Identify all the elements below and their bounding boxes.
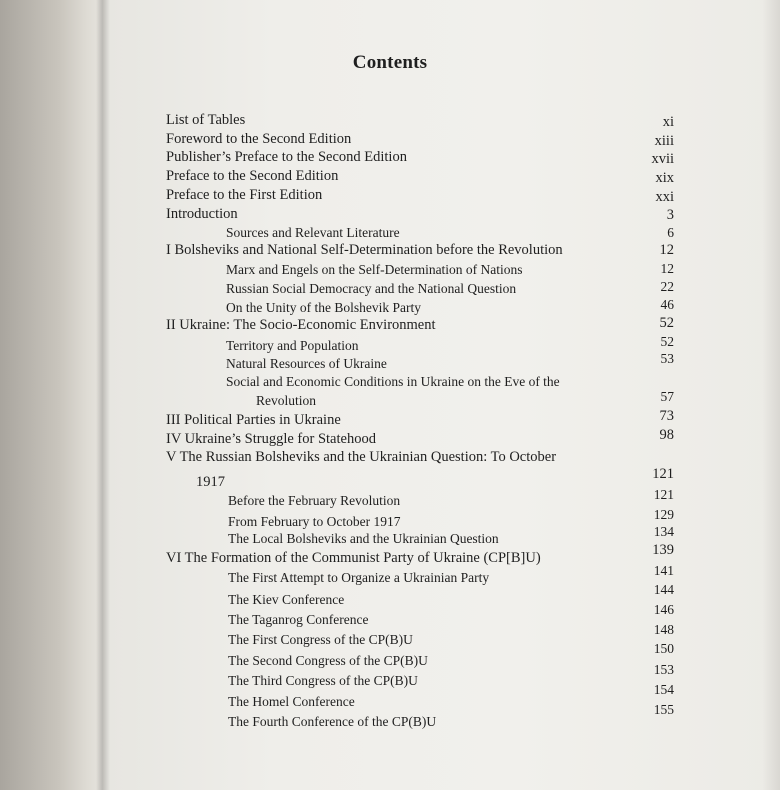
toc-entry-page: 144 <box>653 582 674 597</box>
toc-entry-label: List of Tables <box>166 112 246 128</box>
toc-entry-label: Foreword to the Second Edition <box>166 131 352 147</box>
toc-entry-page: 46 <box>660 297 674 312</box>
toc-entry-label: From February to October 1917 <box>228 514 401 529</box>
toc-entry-page: 52 <box>659 315 674 331</box>
toc-entry <box>166 449 556 466</box>
toc-entry-label: The First Congress of the CP(B)U <box>228 632 413 647</box>
toc-entry <box>166 112 674 130</box>
toc-entry-label: Before the February Revolution <box>228 493 401 508</box>
toc-entry-label: The First Attempt to Organize a Ukrainian Party <box>228 570 490 585</box>
toc-entry-page: 57 <box>660 389 674 404</box>
toc-entry-page: 141 <box>653 563 674 578</box>
toc-entry <box>256 389 674 409</box>
toc-entry <box>228 622 674 648</box>
toc-entry-label: Social and Economic Conditions in Ukraine on the Eve of the <box>226 374 560 389</box>
toc-entry-label: II Ukraine: The Socio-Economic Environment <box>166 317 436 333</box>
toc-entry-label: The Local Bolsheviks and the Ukrainian Question <box>228 531 499 546</box>
toc-entry <box>228 563 674 586</box>
toc-entry-label: On the Unity of the Bolshevik Party <box>226 300 421 315</box>
toc-entry-label: The Homel Conference <box>228 694 355 709</box>
toc-entry-page: xxi <box>655 189 674 205</box>
toc-entry <box>166 131 674 149</box>
toc-entry-page: 129 <box>653 507 674 522</box>
toc-entry <box>166 542 674 567</box>
toc-entry <box>226 279 674 297</box>
toc-entry-page: 73 <box>659 408 674 424</box>
toc-entry-page: 6 <box>667 225 674 240</box>
toc-entry-page: xvii <box>651 151 674 167</box>
toc-entry <box>228 507 674 530</box>
toc-entry <box>166 315 674 334</box>
toc-entry <box>226 334 674 354</box>
toc-entry-label: III Political Parties in Ukraine <box>166 412 341 428</box>
toc-entry-page: xi <box>662 114 674 130</box>
toc-entry-label: Marx and Engels on the Self-Determination of Nations <box>226 262 523 277</box>
toc-entry <box>228 524 674 547</box>
toc-entry-page: 53 <box>660 351 674 366</box>
toc-entry <box>226 297 674 316</box>
toc-entry <box>166 168 674 186</box>
toc-entry <box>226 373 560 390</box>
toc-entry <box>228 641 674 669</box>
toc-entry-label: VI The Formation of the Communist Party of Ukraine (CP[B]U) <box>166 550 541 566</box>
toc-entry <box>226 261 674 278</box>
toc-entry <box>226 351 674 372</box>
toc-entry-label: I Bolsheviks and National Self-Determination before the Revolution <box>166 242 563 258</box>
toc-entry-page: 155 <box>653 702 674 717</box>
toc-entry-label: Preface to the First Edition <box>166 187 323 203</box>
toc-entry <box>166 408 674 429</box>
toc-entry-page: xix <box>655 170 674 186</box>
toc-entry <box>166 149 674 167</box>
toc-entry-page: 154 <box>653 682 674 697</box>
toc-entry-label: Revolution <box>256 393 316 408</box>
toc-entry-page: xiii <box>654 133 674 149</box>
toc-entry <box>226 224 674 241</box>
toc-entry-label: Territory and Population <box>226 338 359 353</box>
toc-entry-page: 121 <box>652 466 674 482</box>
toc-entry-page: 52 <box>660 334 674 349</box>
toc-entry-label: The Third Congress of the CP(B)U <box>228 673 418 688</box>
toc-entry <box>166 427 674 448</box>
toc-entry-page: 139 <box>652 542 674 558</box>
toc-entry-label: Russian Social Democracy and the National Question <box>226 281 517 296</box>
toc-entry-label: V The Russian Bolsheviks and the Ukrainian Question: To October <box>166 449 557 465</box>
toc-entry <box>166 187 674 205</box>
toc-entry-label: The Taganrog Conference <box>228 612 369 627</box>
toc-entry-label: The Fourth Conference of the CP(B)U <box>228 714 437 729</box>
toc-entry-page: 150 <box>653 641 674 656</box>
toc-entry-label: Publisher’s Preface to the Second Edition <box>166 149 407 165</box>
toc-entry-page: 148 <box>653 622 674 637</box>
toc-entry <box>166 242 674 259</box>
toc-entry-page: 153 <box>653 662 674 677</box>
toc-entry-page: 22 <box>660 279 674 294</box>
toc-entry <box>228 702 674 730</box>
toc-entry-label: Natural Resources of Ukraine <box>226 356 387 371</box>
toc-entry-label: The Kiev Conference <box>228 592 345 607</box>
toc-entry-page: 134 <box>653 524 674 539</box>
toc-entry-page: 12 <box>659 242 674 258</box>
toc-entry-page: 3 <box>666 207 674 223</box>
toc-entry-label: Preface to the Second Edition <box>166 168 339 184</box>
toc-entry-page: 12 <box>660 261 674 276</box>
toc-entry-page: 146 <box>653 602 674 617</box>
toc-entry-label: IV Ukraine’s Struggle for Statehood <box>166 431 376 447</box>
toc-entry <box>228 662 674 689</box>
toc-entry <box>166 206 674 223</box>
toc-entry <box>228 582 674 608</box>
page-title: Contents <box>352 52 428 73</box>
toc-entry-page: 121 <box>653 487 674 502</box>
toc-entry-label: The Second Congress of the CP(B)U <box>228 653 428 668</box>
toc-entry-label: Sources and Relevant Literature <box>226 225 400 240</box>
toc-entry-page: 98 <box>659 427 674 443</box>
toc-entry-label: Introduction <box>166 206 238 222</box>
toc-entry <box>228 602 674 628</box>
toc-entry <box>228 487 674 509</box>
toc-entry <box>196 466 674 491</box>
toc-entry-label: 1917 <box>196 474 225 490</box>
